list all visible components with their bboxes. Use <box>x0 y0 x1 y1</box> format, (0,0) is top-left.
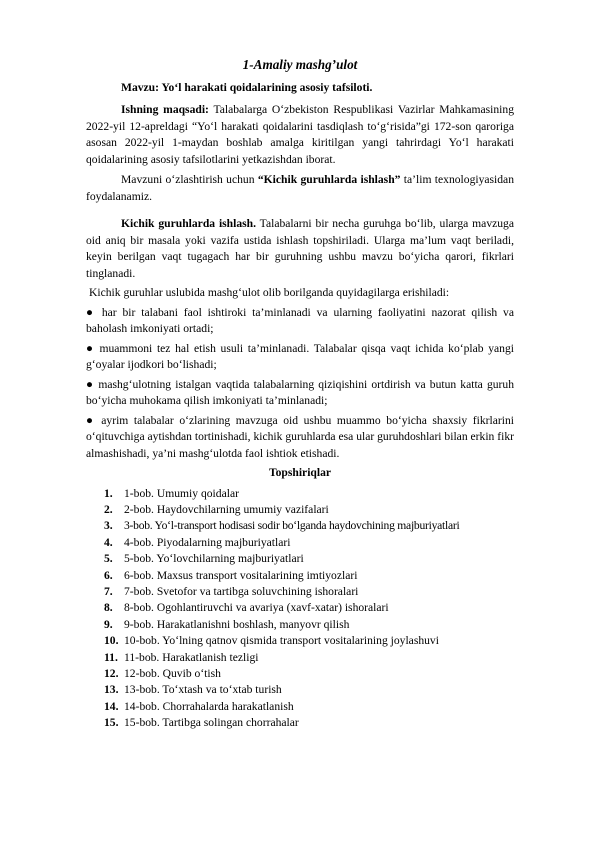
tasks-list <box>86 486 514 732</box>
task-text: 5-bob. Yo‘lovchilarning majburiyatlari <box>124 552 304 566</box>
task-number: 14. <box>104 699 119 713</box>
task-item <box>104 715 514 731</box>
method-intro-name: “Kichik guruhlarda ishlash” <box>257 173 401 186</box>
task-text: 11-bob. Harakatlanish tezligi <box>124 650 259 664</box>
document-title: 1-Amaliy mashg’ulot <box>242 57 358 72</box>
task-text: 14-bob. Chorrahalarda harakatlanish <box>124 699 294 713</box>
task-text: 6-bob. Maxsus transport vositalarining imtiyozlari <box>124 568 358 582</box>
task-item <box>104 600 514 616</box>
task-number: 6. <box>104 568 113 582</box>
task-text: 13-bob. To‘xtash va to‘xtab turish <box>124 683 282 697</box>
goal-label: Ishning maqsadi: <box>121 103 209 116</box>
task-text: 12-bob. Quvib o‘tish <box>124 666 221 680</box>
task-item <box>104 568 514 584</box>
task-item <box>104 502 514 518</box>
task-text: 15-bob. Tartibga solingan chorrahalar <box>124 716 299 730</box>
task-item <box>104 682 514 698</box>
task-number: 3. <box>104 519 113 533</box>
task-text: 3-bob. Yo‘l-transport hodisasi sodir bo‘lganda haydovchining majburiyatlari <box>124 519 460 533</box>
task-number: 4. <box>104 535 113 549</box>
task-number: 12. <box>104 666 119 680</box>
task-text: 9-bob. Harakatlanishni boshlash, manyovr qilish <box>124 617 350 631</box>
task-number: 15. <box>104 716 119 730</box>
task-number: 5. <box>104 552 113 566</box>
task-item <box>104 666 514 682</box>
task-item <box>104 518 514 534</box>
method-intro-pre: Mavzuni o‘zlashtirish uchun <box>121 173 258 186</box>
task-text: 7-bob. Svetofor va tartibga soluvchining ishoralari <box>124 584 359 598</box>
task-item <box>104 699 514 715</box>
task-text: 1-bob. Umumiy qoidalar <box>124 486 239 500</box>
task-item <box>104 650 514 666</box>
achievements-intro: Kichik guruhlar uslubida mashg‘ulot olib borilganda quyidagilarga erishiladi: <box>89 286 450 299</box>
bullet-item: ● ayrim talabalar o‘zlarining mavzuga oid ushbu muammo bo‘yicha shaxsiy fikrlarini o‘qituvchiga aytishdan tortinishadi, kichik guruhlarda esa ular guruhdoshlari bilan erkin fikr almashishadi, ya’ni mashg‘ulotda faol ishtiok etishadi. <box>86 413 514 460</box>
task-item <box>104 584 514 600</box>
task-item <box>104 535 514 551</box>
tasks-heading: Topshiriqlar <box>268 466 332 479</box>
task-text: 8-bob. Ogohlantiruvchi va avariya (xavf-xatar) ishoralari <box>124 601 389 615</box>
task-item <box>104 617 514 633</box>
small-groups-text: Talabalarni bir necha guruhga bo‘lib, ularga mavzuga oid aniq bir masala yoki vazifa ustida ishlash topshiriladi. Ularga ma’lum vaqt beriladi, keyin berilgan vaqt tugagach har bir guruhning ushbu mavzu bo‘yicha qarori, fikrlari tinglanadi. <box>86 217 514 280</box>
method-intro-paragraph <box>86 172 514 205</box>
small-groups-paragraph <box>86 216 514 282</box>
goal-text: Talabalarga O‘zbekiston Respublikasi Vazirlar Mahkamasining 2022-yil 12-apreldagi “Yo‘l harakati qoidalarini tasdiqlash to‘g‘risida”gi 172-son qaroriga asosan 2022-yil 1-maydan boshlab amalga kiritilgan yangi tahrirdagi Yo‘l harakati qoidalarining asosiy tafsilotlarini yetkazishdan iborat. <box>86 103 514 166</box>
goal-paragraph <box>86 102 514 168</box>
task-item <box>104 486 514 502</box>
method-intro-post: ta’lim texnologiyasidan foydalanamiz. <box>86 173 514 203</box>
bullet-item: ● muammoni tez hal etish usuli ta’minlanadi. Talabalar qisqa vaqt ichida ko‘plab yangi g‘oyalar ijodkori bo‘lishadi; <box>86 341 514 371</box>
document-content <box>86 57 514 732</box>
topic-line: Mavzu: Yo‘l harakati qoidalarining asosiy tafsiloti. <box>121 80 373 94</box>
task-number: 11. <box>104 650 118 664</box>
small-groups-label: Kichik guruhlarda ishlash. <box>121 217 257 230</box>
task-number: 9. <box>104 617 113 631</box>
bullet-item: ● har bir talabani faol ishtiroki ta’minlanadi va ularning faoliyatini nazorat qilish va baholash imkoniyati ortadi; <box>86 305 514 335</box>
task-text: 2-bob. Haydovchilarning umumiy vazifalari <box>124 502 329 516</box>
bullet-item: ● mashg‘ulotning istalgan vaqtida talabalarning qiziqishini ortdirish va butun katta guruh bo‘yicha muhokama qilish imkoniyati ta’minlanadi; <box>86 377 514 407</box>
task-number: 10. <box>104 634 119 648</box>
task-text: 4-bob. Piyodalarning majburiyatlari <box>124 535 291 549</box>
task-number: 13. <box>104 683 119 697</box>
task-text: 10-bob. Yo‘lning qatnov qismida transport vositalarining joylashuvi <box>124 634 439 648</box>
task-number: 7. <box>104 584 113 598</box>
task-number: 8. <box>104 601 113 615</box>
task-item <box>104 551 514 567</box>
task-number: 1. <box>104 486 113 500</box>
task-item <box>104 633 514 649</box>
task-number: 2. <box>104 502 113 516</box>
